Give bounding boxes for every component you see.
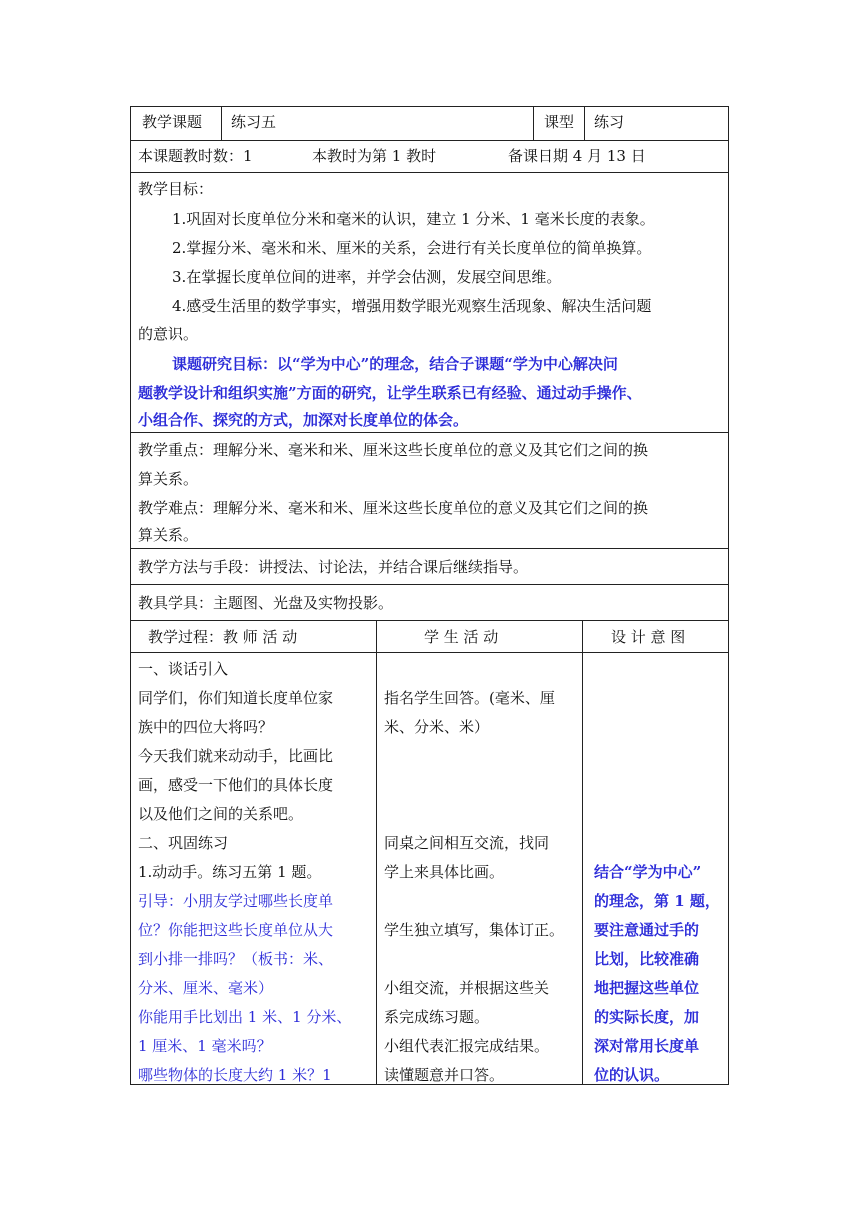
teacher-line: 族中的四位大将吗？ bbox=[138, 718, 274, 736]
row-divider bbox=[130, 548, 729, 549]
row-divider bbox=[130, 652, 729, 653]
student-line: 小组交流，并根据这些关 bbox=[384, 979, 550, 997]
practice-item: 1.动动手。练习五第 1 题。 bbox=[138, 863, 322, 881]
col-divider bbox=[376, 620, 377, 1085]
student-line: 同桌之间相互交流，找同 bbox=[384, 834, 550, 852]
student-line: 学生独立填写，集体订正。 bbox=[384, 921, 565, 939]
process-header-teacher: 教学过程：教 师 活 动 bbox=[148, 628, 298, 646]
col-divider bbox=[533, 106, 534, 140]
teacher-line: 画，感受一下他们的具体长度 bbox=[138, 776, 334, 794]
student-line: 学上来具体比画。 bbox=[384, 863, 505, 881]
design-line: 地把握这些单位 bbox=[594, 979, 700, 997]
schedule-total: 本课题教时数：1 bbox=[138, 147, 253, 165]
student-line: 读懂题意并口答。 bbox=[384, 1066, 505, 1084]
col-divider bbox=[584, 106, 585, 140]
goal-item: 1.巩固对长度单位分米和毫米的认识，建立 1 分米、1 毫米长度的表象。 bbox=[172, 210, 655, 228]
goals-title: 教学目标： bbox=[138, 180, 214, 198]
design-line: 位的认识。 bbox=[594, 1066, 670, 1084]
row-divider bbox=[130, 584, 729, 585]
teacher-guide-line: 分米、厘米、毫米） bbox=[138, 979, 274, 997]
type-label: 课型 bbox=[544, 113, 575, 131]
design-line: 深对常用长度单 bbox=[594, 1037, 700, 1055]
design-line: 结合“学为中心” bbox=[594, 863, 702, 881]
teacher-line: 以及他们之间的关系吧。 bbox=[138, 805, 304, 823]
row-divider bbox=[130, 172, 729, 173]
topic-value: 练习五 bbox=[231, 113, 277, 131]
teacher-line: 今天我们就来动动手，比画比 bbox=[138, 747, 334, 765]
goal-item: 2.掌握分米、毫米和米、厘米的关系，会进行有关长度单位的简单换算。 bbox=[172, 239, 652, 257]
student-line: 系完成练习题。 bbox=[384, 1008, 490, 1026]
goal-item: 的意识。 bbox=[138, 325, 199, 343]
row-divider bbox=[130, 140, 729, 141]
teaching-method: 教学方法与手段：讲授法、讨论法，并结合课后继续指导。 bbox=[138, 558, 529, 576]
difficult-point-line: 教学难点：理解分米、毫米和米、厘米这些长度单位的意义及其它们之间的换 bbox=[138, 499, 649, 517]
practice-title: 二、巩固练习 bbox=[138, 834, 229, 852]
key-point-line: 算关系。 bbox=[138, 470, 199, 488]
schedule-date: 备课日期 4 月 13 日 bbox=[508, 147, 646, 165]
topic-label: 教学课题 bbox=[142, 113, 203, 131]
process-header-design: 设 计 意 图 bbox=[611, 628, 686, 646]
student-line: 小组代表汇报完成结果。 bbox=[384, 1037, 550, 1055]
research-goal-line: 小组合作、探究的方式，加深对长度单位的体会。 bbox=[138, 411, 469, 429]
teacher-guide-line: 1 厘米、1 毫米吗？ bbox=[138, 1037, 272, 1055]
col-divider bbox=[582, 620, 583, 1085]
row-divider bbox=[130, 620, 729, 621]
research-goal-line: 题教学设计和组织实施”方面的研究，让学生联系已有经验、通过动手操作、 bbox=[138, 384, 642, 402]
intro-title: 一、谈话引入 bbox=[138, 660, 229, 678]
difficult-point-line: 算关系。 bbox=[138, 526, 199, 544]
teacher-line: 同学们，你们知道长度单位家 bbox=[138, 689, 334, 707]
process-header-student: 学 生 活 动 bbox=[424, 628, 499, 646]
design-line: 要注意通过手的 bbox=[594, 921, 700, 939]
teacher-guide-line: 引导：小朋友学过哪些长度单 bbox=[138, 892, 334, 910]
teacher-guide-line: 你能用手比划出 1 米、1 分米、 bbox=[138, 1008, 352, 1026]
col-divider bbox=[221, 106, 222, 140]
goal-item: 3.在掌握长度单位间的进率，并学会估测，发展空间思维。 bbox=[172, 268, 562, 286]
goal-item: 4.感受生活里的数学事实，增强用数学眼光观察生活现象、解决生活问题 bbox=[172, 297, 652, 315]
teacher-guide-line: 到小排一排吗？（板书：米、 bbox=[138, 950, 334, 968]
student-line: 指名学生回答。(毫米、厘 bbox=[384, 689, 555, 707]
design-line: 比划，比较准确 bbox=[594, 950, 700, 968]
teacher-guide-line: 哪些物体的长度大约 1 米？1 bbox=[138, 1066, 332, 1084]
type-value: 练习 bbox=[594, 113, 625, 131]
schedule-current: 本教时为第 1 教时 bbox=[312, 147, 437, 165]
teaching-tools: 教具学具：主题图、光盘及实物投影。 bbox=[138, 594, 394, 612]
design-line: 的理念，第 1 题， bbox=[594, 892, 720, 910]
key-point-line: 教学重点：理解分米、毫米和米、厘米这些长度单位的意义及其它们之间的换 bbox=[138, 441, 649, 459]
design-line: 的实际长度，加 bbox=[594, 1008, 700, 1026]
research-goal-line: 课题研究目标：以“学为中心”的理念，结合子课题“学为中心解决问 bbox=[172, 355, 618, 373]
teacher-guide-line: 位？你能把这些长度单位从大 bbox=[138, 921, 334, 939]
student-line: 米、分米、米） bbox=[384, 718, 490, 736]
